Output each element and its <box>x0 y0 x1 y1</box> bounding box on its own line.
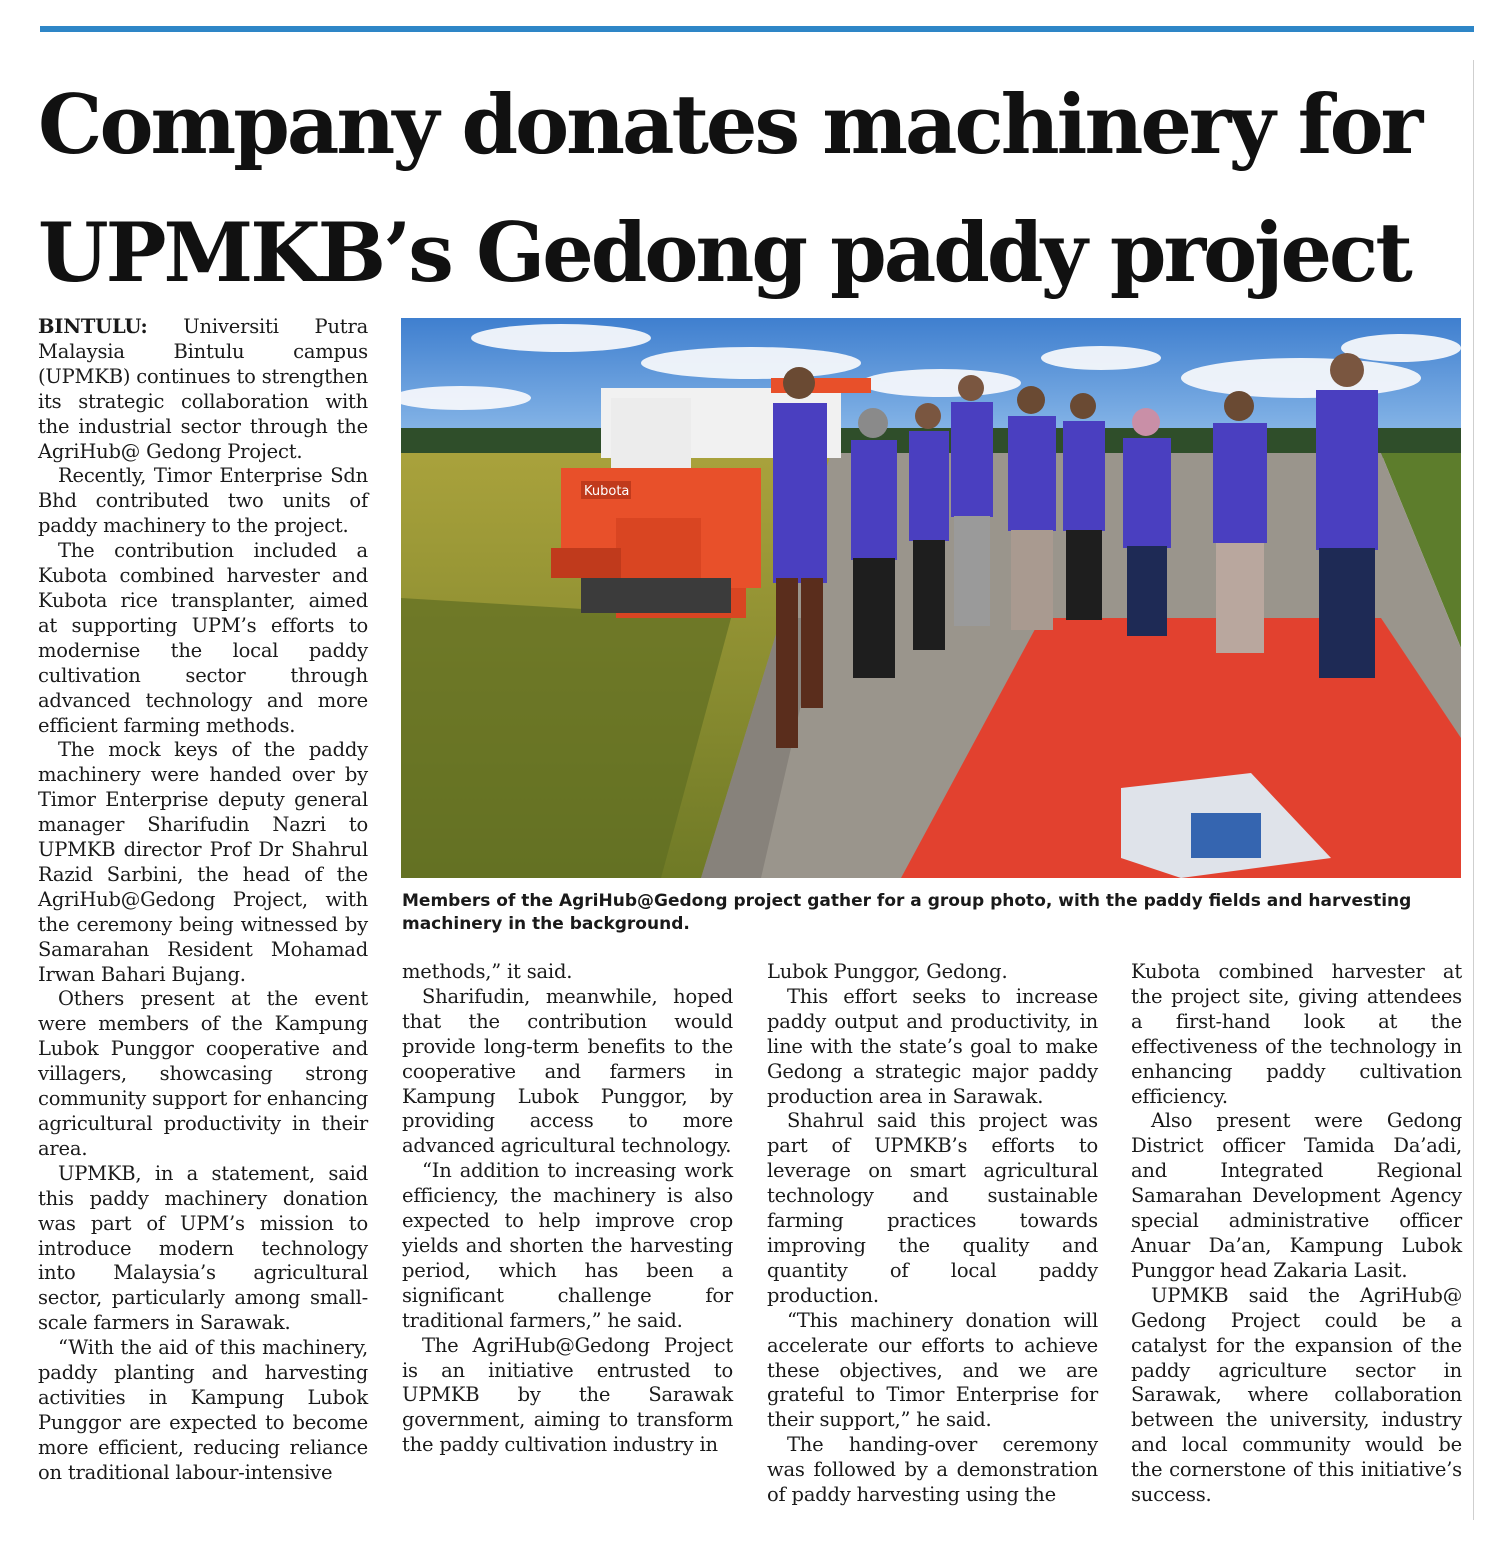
dateline: BINTULU: <box>38 315 148 338</box>
article-paragraph: Sharifudin, meanwhile, hoped that the contribution would provide long-term benefits to the cooperative and farmers in Kampung Lubok Punggor, by providing access to more advanced agricultural technology. <box>402 984 733 1158</box>
article-paragraph: This effort seeks to increase paddy output and productivity, in line with the state’s goal to make Gedong a strategic major paddy production area in Sarawak. <box>767 984 1098 1108</box>
article-paragraph: UPMKB said the AgriHub@ Gedong Project could be a catalyst for the expansion of the paddy agriculture sector in Sarawak, where collaboration between the university, industry and local community would be the cornerstone of this initiative’s success. <box>1131 1283 1462 1507</box>
person-9 <box>1316 353 1378 678</box>
article-paragraph: Recently, Timor Enterprise Sdn Bhd contributed two units of paddy machinery to the project. <box>38 464 368 538</box>
article-paragraph: “In addition to increasing work efficiency, the machinery is also expected to help improve crop yields and shorten the harvesting period, which has been a significant challenge for traditional farmers,” he said. <box>402 1159 733 1332</box>
article-paragraph: “With the aid of this machinery, paddy planting and harvesting activities in Kampung Lubok Punggor are expected to become more efficient, reducing reliance on traditional labour-intensive <box>38 1336 368 1484</box>
article-paragraph: Shahrul said this project was part of UPMKB’s efforts to leverage on smart agricultural technology and sustainable farming practices towards improving the quality and quantity of local paddy production. <box>767 1109 1098 1307</box>
group-photo-illustration <box>401 318 1461 878</box>
photo-caption: Members of the AgriHub@Gedong project gather for a group photo, with the paddy fields and harvesting machinery in the background. <box>402 891 1412 934</box>
person-5 <box>1008 386 1056 630</box>
headline-line-2: UPMKB’s Gedong paddy project <box>38 206 1410 301</box>
article-column-4 <box>1131 960 1462 1508</box>
article-paragraph: “This machinery donation will accelerate our efforts to achieve these objectives, and we are grateful to Timor Enterprise for their support,” he said. <box>767 1308 1098 1432</box>
article-paragraph: The contribution included a Kubota combined harvester and Kubota rice transplanter, aimed at supporting UPM’s efforts to modernise the local paddy cultivation sector through advanced technology and more efficient farming methods. <box>38 539 368 737</box>
article-paragraph: Others present at the event were members of the Kampung Lubok Punggor cooperative and villagers, showcasing strong community support for enhancing agricultural productivity in their area. <box>38 987 368 1160</box>
article-column-3 <box>767 960 1098 1508</box>
top-accent-rule <box>40 26 1474 32</box>
article-paragraph-continued: methods,” it said. <box>402 960 573 983</box>
article-paragraph-continued: Lubok Punggor, Gedong. <box>767 960 1008 983</box>
lead-text: Universiti Putra Malaysia Bintulu campus (UPMKB) continues to strengthen its strategic collaboration with the industrial sector through the AgriHub@ Gedong Project. <box>38 315 368 463</box>
headline <box>38 62 1478 318</box>
paddy-sack-print <box>1191 813 1261 858</box>
person-7 <box>1123 408 1171 636</box>
person-6 <box>1063 393 1105 620</box>
person-2 <box>851 408 897 678</box>
article-paragraph-continued: Kubota combined harvester at the project site, giving attendees a first-hand look at the effectiveness of the technology in enhancing paddy cultivation efficiency. <box>1131 960 1462 1108</box>
article-paragraph <box>38 315 368 464</box>
article-paragraph: Also present were Gedong District officer Tamida Da’adi, and Integrated Regional Samarahan Development Agency special administrative officer Anuar Da’an, Kampung Lubok Punggor head Zakaria Lasit. <box>1131 1109 1462 1282</box>
person-4 <box>951 375 993 626</box>
headline-line-1: Company donates machinery for <box>38 78 1421 173</box>
group-photo <box>401 318 1461 878</box>
article-paragraph: The handing-over ceremony was followed by a demonstration of paddy harvesting using the <box>767 1433 1098 1507</box>
person-3 <box>909 403 949 650</box>
article-paragraph: The AgriHub@Gedong Project is an initiative entrusted to UPMKB by the Sarawak government, aiming to transform the paddy cultivation industry in <box>402 1333 733 1457</box>
article-paragraph: UPMKB, in a statement, said this paddy machinery donation was part of UPM’s mission to introduce modern technology into Malaysia’s agricultural sector, particularly among small-scale farmers in Sarawak. <box>38 1161 368 1335</box>
article-column-1 <box>38 315 368 1486</box>
article-paragraph: The mock keys of the paddy machinery were handed over by Timor Enterprise deputy general manager Sharifudin Nazri to UPMKB director Prof Dr Shahrul Razid Sarbini, the head of the AgriHub@Gedong Project, with the ceremony being witnessed by Samarahan Resident Mohamad Irwan Bahari Bujang. <box>38 738 368 986</box>
article-column-2 <box>402 960 733 1458</box>
harvester-brand-label: Kubota <box>584 484 630 499</box>
person-8 <box>1213 391 1267 653</box>
